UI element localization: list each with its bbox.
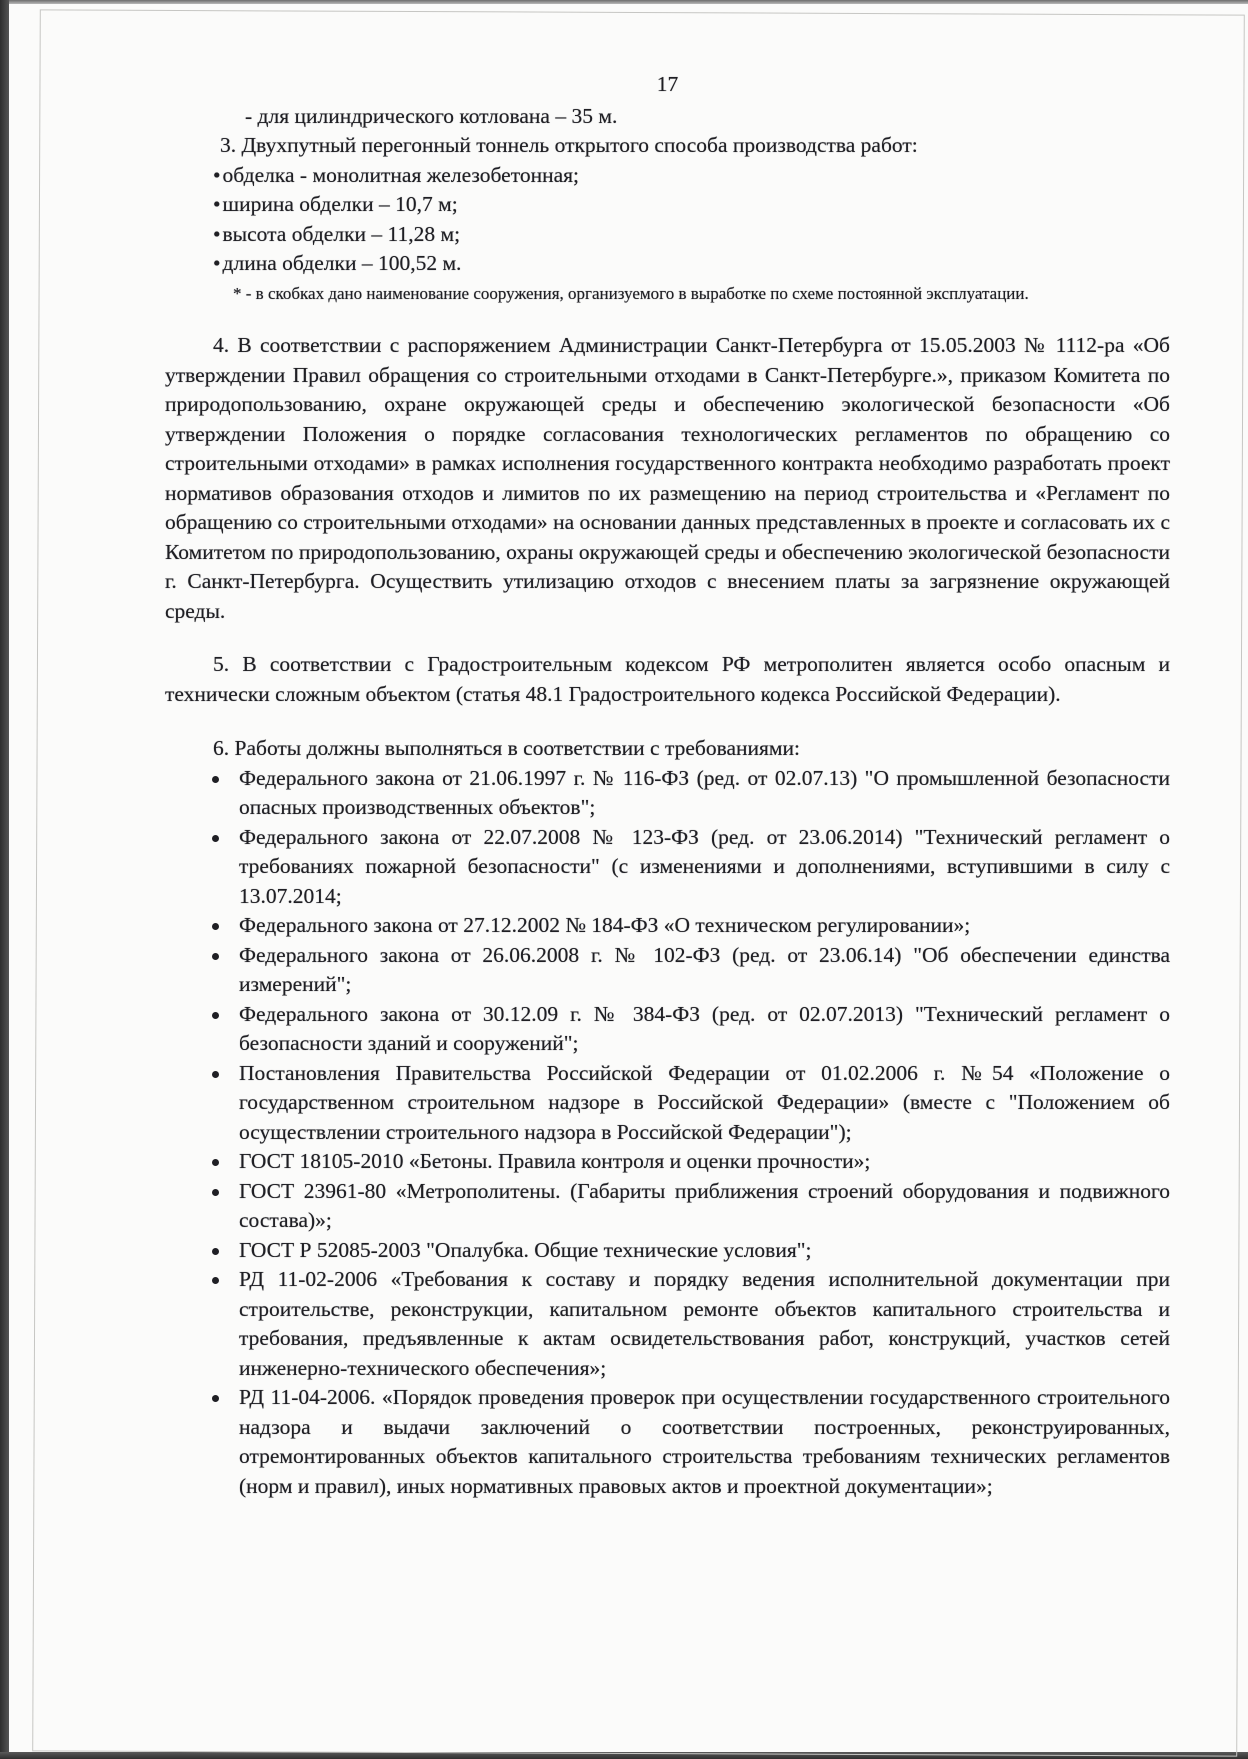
requirement-item (165, 1059, 1170, 1148)
spec-item-text: длина обделки – 100,52 м. (222, 251, 462, 275)
bullet-icon (212, 953, 219, 960)
spec-item (213, 190, 1170, 220)
requirement-item (165, 764, 1170, 823)
spec-item-text: обделка - монолитная железобетонная; (222, 162, 579, 187)
bullet-icon (212, 1248, 219, 1255)
footnote: * - в скобках дано наименование сооружения, организуемого в выработке по схеме постоянной эксплуатации. (233, 283, 1029, 303)
requirement-text: РД 11-04-2006. «Порядок проведения проверок при осуществлении государственного строительного надзора и выдачи заключений о соответствии построенных, реконструированных, отремонтированных объектов капитального строительства требованиям технических регламентов (норм и правил), иных нормативных правовых актов и проектной документации»; (239, 1385, 1170, 1498)
paragraph-5: 5. В соответствии с Градостроительным кодексом РФ метрополитен является особо опасным и технически сложным объектом (статья 48.1 Градостроительного кодекса Российской Федерации). (165, 652, 1170, 706)
tunnel-spec-list (165, 161, 1170, 279)
requirement-item (165, 911, 1170, 941)
bullet-icon: • (213, 221, 223, 246)
paragraph-4: 4. В соответствии с распоряжением Администрации Санкт-Петербурга от 15.05.2003 № 1112-ра «Об утверждении Правил обращения со строительными отходами в Санкт-Петербурге.», приказом Комитета по природопользованию, охране окружающей среды и обеспечению экологической безопасности «Об утверждении Положения о порядке согласования технологических регламентов по обращению со строительными отходами» в рамках исполнения государственного контракта необходимо разработать проект нормативов образования отходов и лимитов по их размещению на период строительства и «Регламент по обращению со строительными отходами» на основании данных представленных в проекте и согласовать их с Комитетом по природопользованию, охраны окружающей среды и обеспечению экологической безопасности г. Санкт-Петербурга. Осуществить утилизацию отходов с внесением платы за загрязнение окружающей среды. (165, 333, 1170, 623)
bullet-icon: • (213, 162, 223, 187)
section-6-heading: 6. Работы должны выполняться в соответствии с требованиями: (213, 736, 800, 760)
requirement-item (165, 1236, 1170, 1266)
bullet-icon: • (213, 251, 223, 275)
requirement-text: Федерального закона от 26.06.2008 г. № 102-ФЗ (ред. от 23.06.14) "Об обеспечении единства измерений"; (239, 942, 1170, 996)
requirement-item (165, 941, 1170, 1000)
bullet-icon (212, 923, 219, 930)
requirement-item (165, 1177, 1170, 1236)
requirement-item (165, 823, 1170, 912)
bullet-icon (212, 1071, 219, 1078)
page-content (165, 70, 1170, 1501)
spec-item-text: высота обделки – 11,28 м; (222, 221, 461, 246)
bullet-icon (212, 835, 219, 842)
requirement-text: РД 11-02-2006 «Требования к составу и порядку ведения исполнительной документации при строительстве, реконструкции, капитальном ремонте объектов капитального строительства и требования, предъявленные к актам освидетельствования работ, конструкций, участков сетей инженерно-технического обеспечения»; (239, 1267, 1170, 1380)
bullet-icon (212, 1012, 219, 1019)
requirements-list (165, 764, 1170, 1502)
requirement-item (165, 1000, 1170, 1059)
spec-item (213, 220, 1170, 250)
requirement-text: Федерального закона от 30.12.09 г. № 384-ФЗ (ред. от 02.07.2013) "Технический регламент о безопасности зданий и сооружений"; (239, 1001, 1170, 1055)
bullet-icon: • (213, 192, 223, 216)
requirement-text: Федерального закона от 22.07.2008 № 123-ФЗ (ред. от 23.06.2014) "Технический регламент о требованиях пожарной безопасности" (с изменениями и дополнениями, вступившими в силу с 13.07.2014; (239, 824, 1170, 908)
scan-edge-top (0, 0, 1248, 4)
requirement-text: Федерального закона от 21.06.1997 г. № 116-ФЗ (ред. от 02.07.13) "О промышленной безопасности опасных производственных объектов"; (239, 765, 1170, 819)
spec-item (213, 161, 1170, 191)
page-number: 17 (656, 72, 679, 96)
requirement-item (165, 1265, 1170, 1383)
requirement-item (165, 1383, 1170, 1501)
bullet-icon (212, 776, 219, 783)
requirement-text: ГОСТ 23961-80 «Метрополитены. (Габариты приближения строений оборудования и подвижного состава)»; (239, 1178, 1170, 1232)
requirement-text: ГОСТ 18105-2010 «Бетоны. Правила контроля и оценки прочности»; (239, 1149, 871, 1173)
item3-heading: 3. Двухпутный перегонный тоннель открытого способа производства работ: (220, 133, 918, 157)
requirement-text: Постановления Правительства Российской Федерации от 01.02.2006 г. №54 «Положение о государственном строительном надзоре в Российской Федерации» (вместе с "Положением об осуществлении строительного надзора в Российской Федерации"); (239, 1060, 1170, 1144)
bullet-icon (212, 1395, 219, 1402)
bullet-icon (212, 1189, 219, 1196)
spec-item (213, 249, 1170, 279)
requirement-item (165, 1147, 1170, 1177)
requirement-text: ГОСТ Р 52085-2003 "Опалубка. Общие технические условия"; (239, 1237, 812, 1262)
spec-item-text: ширина обделки – 10,7 м; (222, 192, 458, 216)
scan-edge-left (0, 0, 9, 1759)
bullet-icon (212, 1277, 219, 1284)
cylindrical-pit-line: - для цилиндрического котлована – 35 м. (245, 103, 618, 128)
bullet-icon (212, 1159, 219, 1166)
requirement-text: Федерального закона от 27.12.2002 № 184-ФЗ «О техническом регулировании»; (239, 913, 971, 937)
